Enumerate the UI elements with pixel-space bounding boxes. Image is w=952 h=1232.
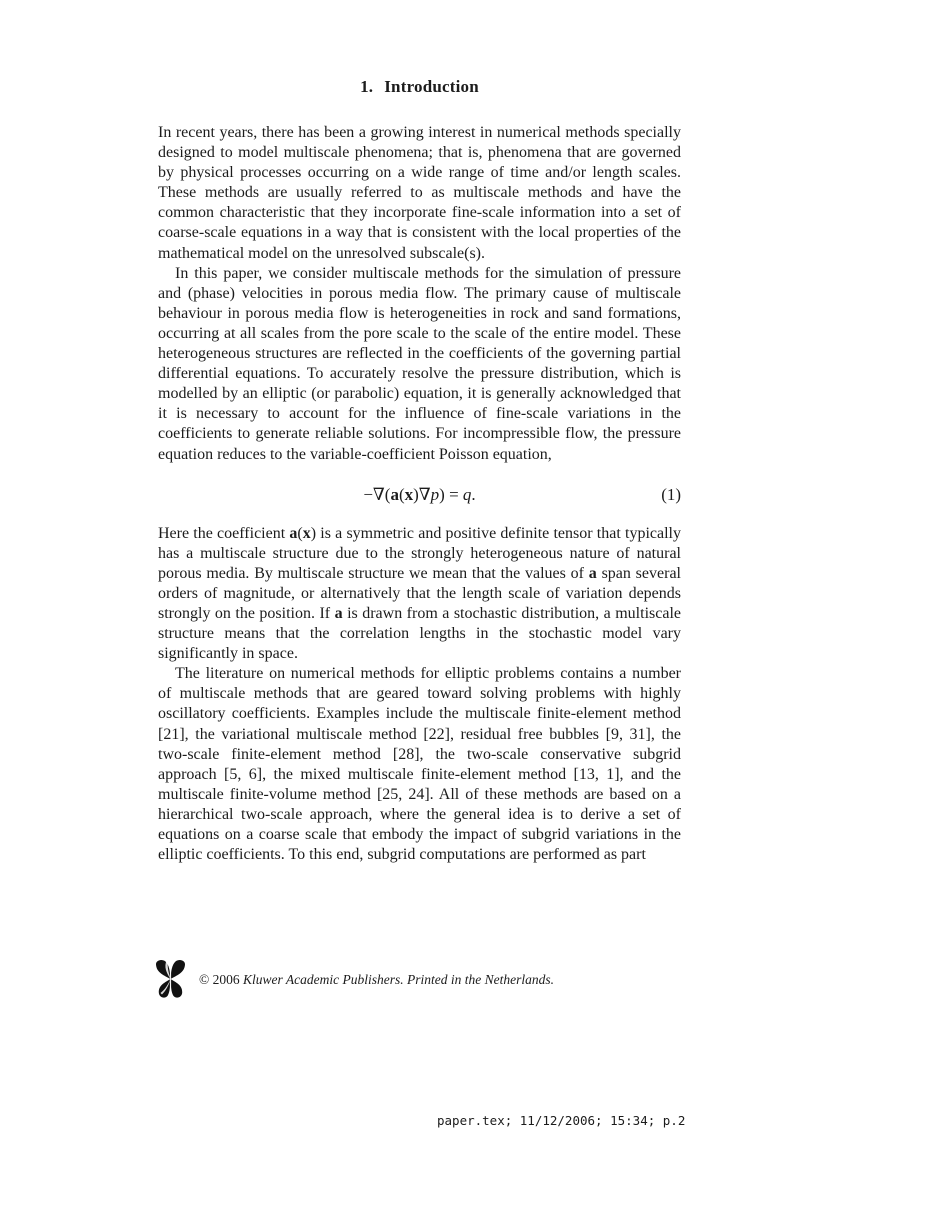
equation-term: )∇ xyxy=(413,484,431,504)
equation-term: ( xyxy=(398,484,405,504)
equation-term: . xyxy=(471,484,476,504)
paragraph-3-text: span several orders of magnitude, or alternatively that the length scale of variation depends strongly on the position. If xyxy=(158,564,681,622)
copyright-publisher: Kluwer Academic Publishers. Printed in the Netherlands. xyxy=(243,972,554,987)
inline-math-bold-a: a xyxy=(289,524,298,542)
copyright-year: © 2006 xyxy=(199,972,244,987)
section-number: 1. xyxy=(360,77,374,96)
paragraph-4: The literature on numerical methods for elliptic problems contains a number of multiscale methods that are geared toward solving problems with highly oscillatory coefficients. Examples include the multiscale finite-element method [21], the variational multiscale method [22], residual free bubbles [9, 31], the two-scale finite-element method [28], the two-scale conservative subgrid approach [5, 6], the mixed multiscale finite-element method [13, 1], and the multiscale finite-volume method [25, 24]. All of these methods are based on a hierarchical two-scale approach, where the general idea is to derive a set of equations on a coarse scale that embody the impact of subgrid variations in the elliptic coefficients. To this end, subgrid computations are performed as part xyxy=(158,665,681,864)
paragraph-2: In this paper, we consider multiscale methods for the simulation of pressure and (phase) velocities in porous media flow. The primary cause of multiscale behaviour in porous media flow is heterogeneities in rock and sand formations, occurring at all scales from the pore scale to the scale of the entire model. These heterogeneous structures are reflected in the coefficients of the governing partial differential equations. To accurately resolve the pressure distribution, which is modelled by an elliptic (or parabolic) equation, it is generally acknowledged that it is necessary to account for the influence of fine-scale variations in the coefficients to generate reliable solutions. For incompressible flow, the pressure equation reduces to the variable-coefficient Poisson equation, xyxy=(158,264,681,463)
publisher-imprint xyxy=(154,958,554,1000)
equation-term-bold-a: a xyxy=(390,484,399,504)
typeset-info-line: paper.tex; 11/12/2006; 15:34; p.2 xyxy=(437,1113,686,1128)
section-title: Introduction xyxy=(384,77,479,96)
equation-term-italic-q: q xyxy=(462,484,472,504)
equation-1 xyxy=(158,484,681,506)
inline-math-bold-x: x xyxy=(302,524,311,542)
kluwer-flower-logo-icon xyxy=(154,958,187,1000)
equation-body xyxy=(363,484,475,506)
section-heading xyxy=(158,77,681,96)
paragraph-1: In recent years, there has been a growing interest in numerical methods specially designed to model multiscale phenomena; that is, phenomena that are governed by physical processes occurring on a wide range of time and/or length scales. These methods are usually referred to as multiscale methods and have the common characteristic that they incorporate fine-scale information into a set of coarse-scale equations in a way that is consistent with the local properties of the mathematical model on the unresolved subscale(s). xyxy=(158,124,681,262)
equation-term-italic-p: p xyxy=(430,484,440,504)
equation-term-bold-x: x xyxy=(404,484,414,504)
inline-math-bold-a: a xyxy=(334,604,343,622)
copyright-line xyxy=(199,970,554,988)
inline-math-bold-a: a xyxy=(588,564,597,582)
paragraph-3 xyxy=(158,524,681,665)
equation-number: (1) xyxy=(661,484,682,504)
paragraph-3-text: ) is a symmetric and positive definite tensor that typically has a multiscale structure due to the strongly heterogeneous nature of natural porous media. By multiscale structure we mean that the values of xyxy=(158,524,681,582)
equation-term: −∇( xyxy=(363,484,391,504)
equation-term: ) = xyxy=(439,484,463,504)
paragraph-3-text: Here the coefficient xyxy=(158,524,290,542)
paragraph-3-text: is drawn from a stochastic distribution, a multiscale structure means that the correlation lengths in the stochastic model vary significantly in space. xyxy=(158,604,681,663)
paper-body xyxy=(158,77,681,865)
paragraph-3-text: ( xyxy=(297,524,303,542)
